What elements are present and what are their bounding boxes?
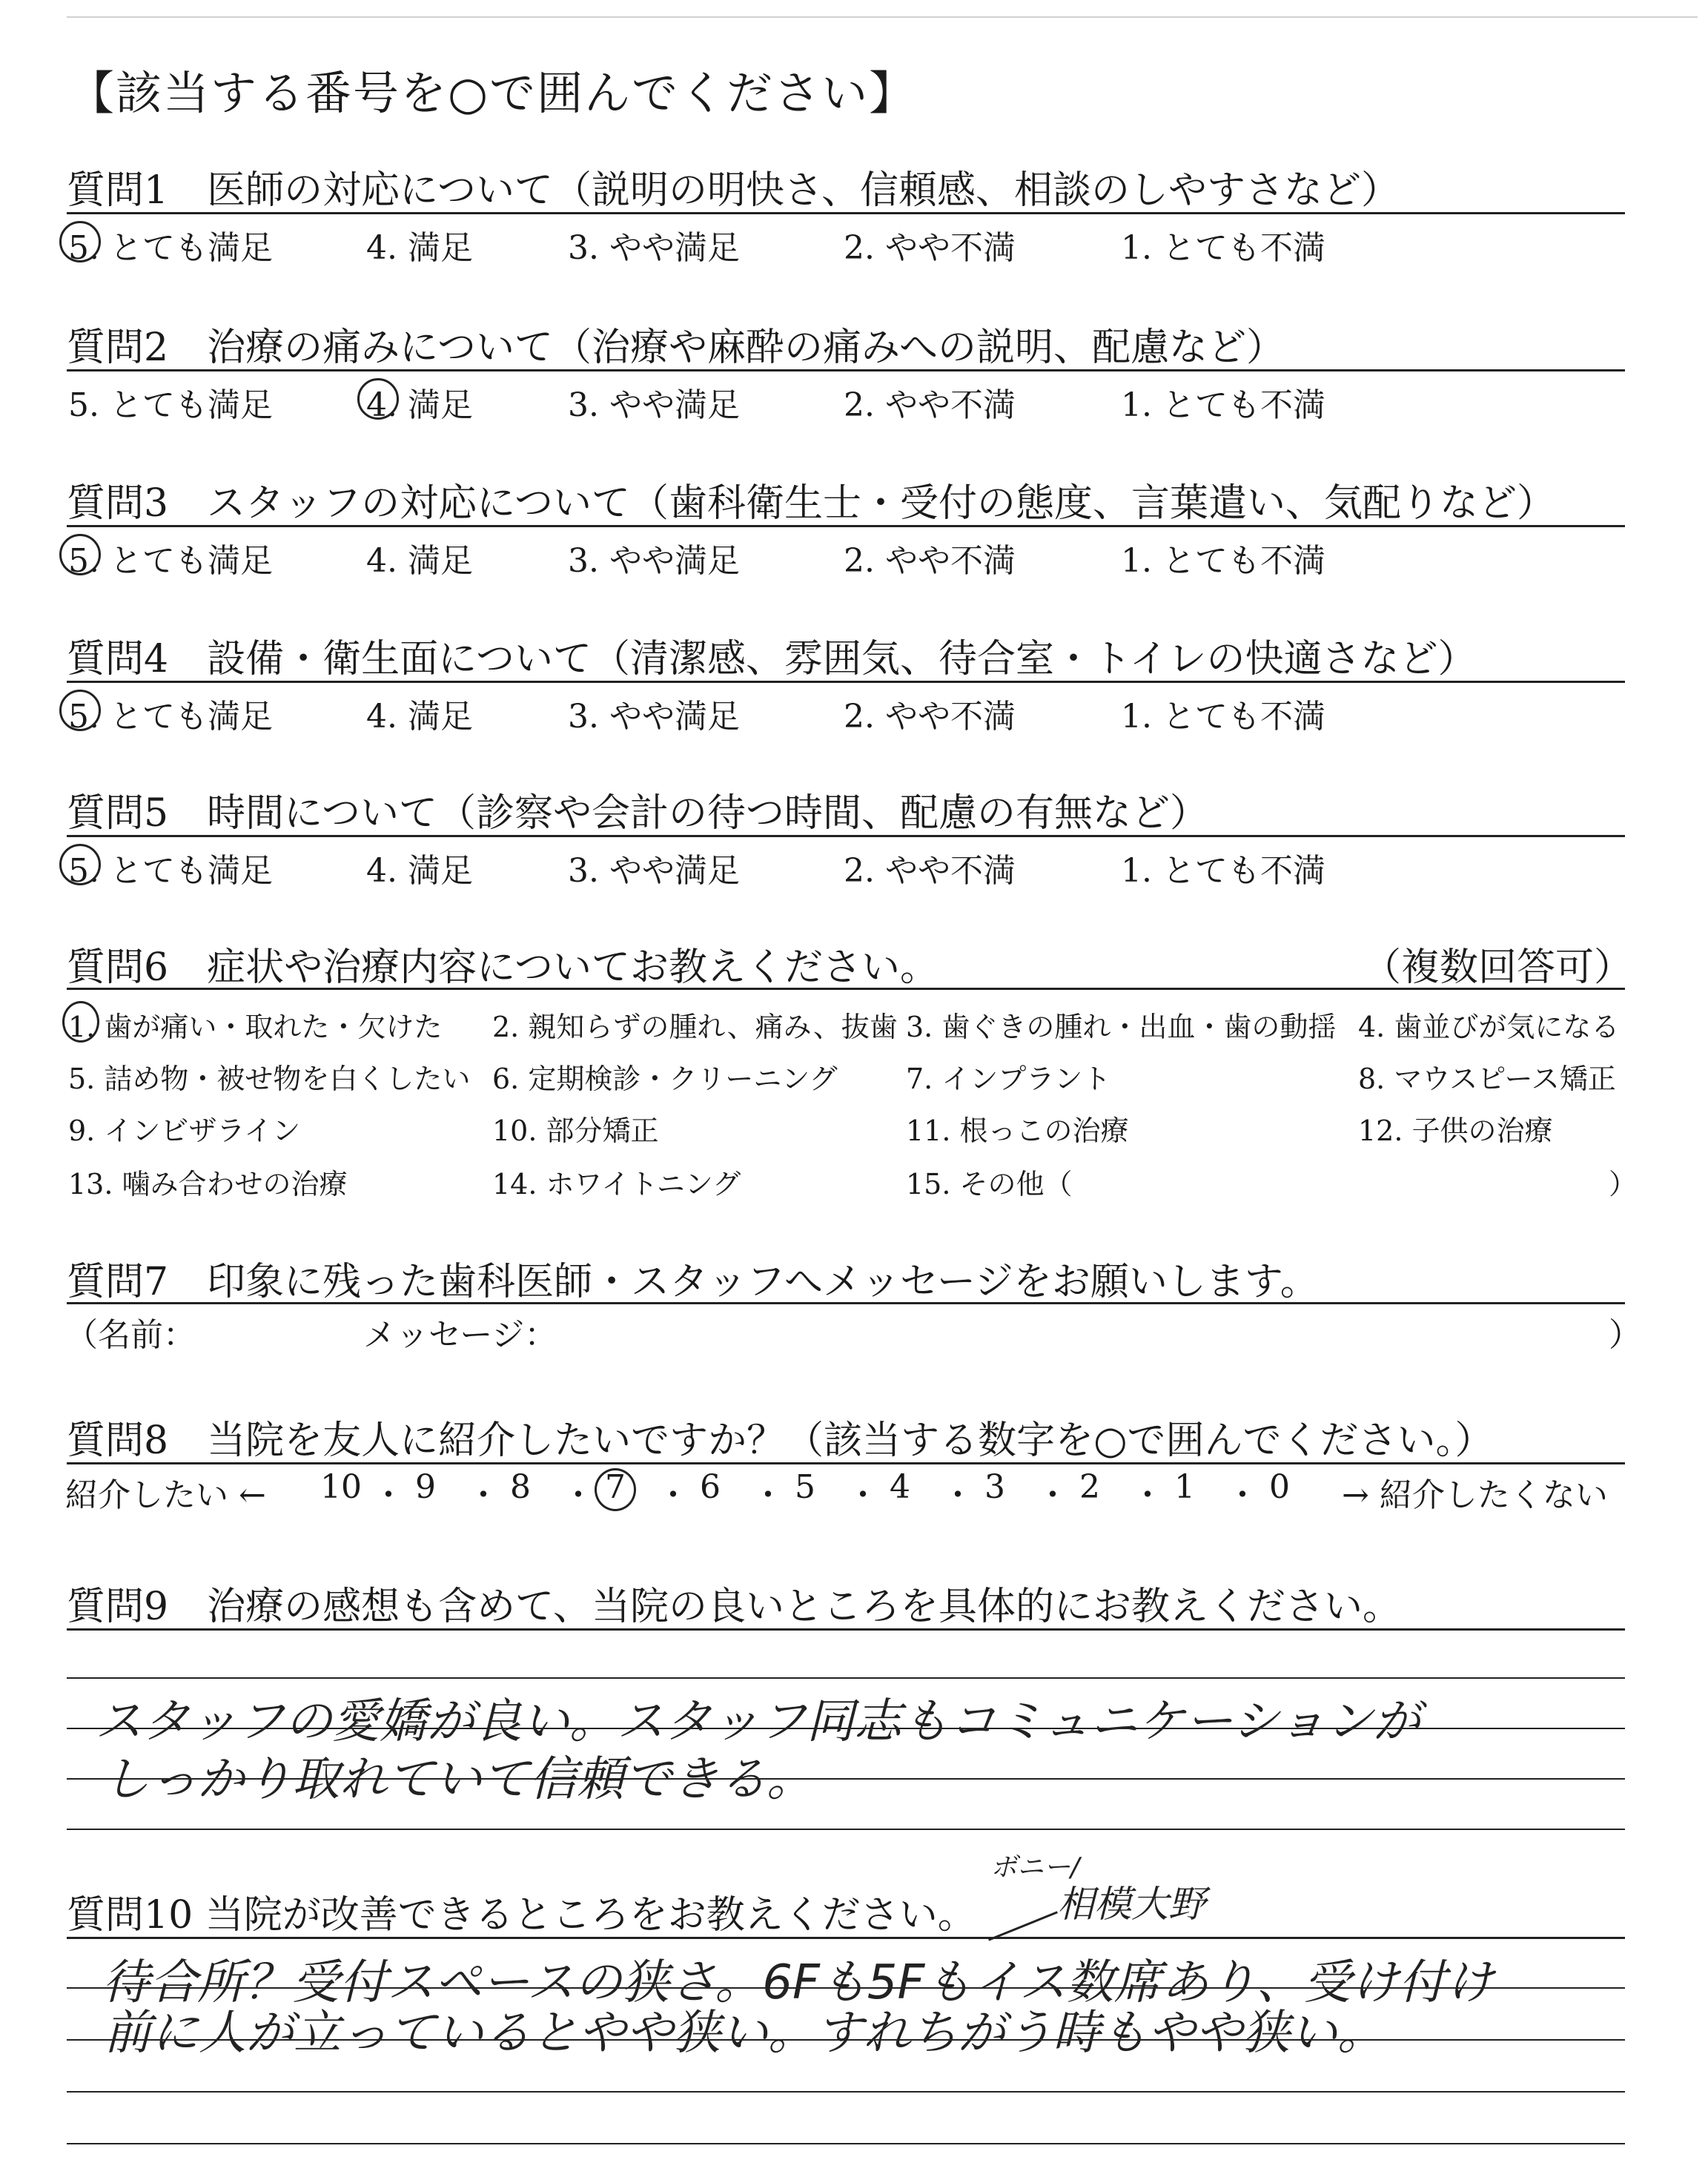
- q8-left-label: 紹介したい ←: [65, 1476, 266, 1514]
- q8-scale-6[interactable]: 6: [700, 1468, 721, 1506]
- q5-title: 質問5 時間について（診察や会計の待つ時間、配慮の有無など）: [67, 791, 1209, 836]
- q1-option-4[interactable]: 4. 満足: [366, 229, 473, 267]
- q8-separator: ・: [372, 1476, 405, 1514]
- q4-option-5[interactable]: 5. とても満足: [68, 698, 273, 736]
- q4-option-3[interactable]: 3. やや満足: [568, 698, 740, 736]
- q10-rule-5: [67, 2143, 1625, 2144]
- q8-scale-5[interactable]: 5: [795, 1468, 815, 1506]
- q3-title: 質問3 スタッフの対応について（歯科衛生士・受付の態度、言葉遣い、気配りなど）: [67, 481, 1556, 526]
- q6-option-7[interactable]: 7. インプラント: [906, 1063, 1111, 1095]
- q2-option-1[interactable]: 1. とても不満: [1121, 386, 1325, 424]
- q6-option-14[interactable]: 14. ホワイトニング: [492, 1168, 741, 1200]
- q4-rule: [67, 681, 1625, 683]
- q6-option-9[interactable]: 9. インビザライン: [68, 1114, 301, 1147]
- q6-title: 質問6 症状や治療内容についてお教えください。: [67, 945, 939, 990]
- q7-rule: [67, 1302, 1625, 1304]
- q9-rule-5: [67, 1829, 1625, 1830]
- q6-option-15[interactable]: 15. その他（: [906, 1168, 1073, 1200]
- q8-scale-9[interactable]: 9: [415, 1468, 436, 1506]
- q2-selected-circle: [357, 378, 399, 420]
- q7-name-label: （名前：: [65, 1316, 196, 1354]
- q8-separator: ・: [1131, 1476, 1164, 1514]
- q9-answer-line-2: しっかり取れていて信頼できる。: [102, 1752, 814, 1807]
- q5-option-2[interactable]: 2. やや不満: [844, 852, 1016, 890]
- q8-separator: ・: [847, 1476, 879, 1514]
- q1-rule: [67, 212, 1625, 214]
- q4-selected-circle: [59, 690, 101, 731]
- q7-close-paren: ）: [1609, 1316, 1641, 1354]
- q10-answer-line-2: 前に人が立っているとやや狭い。すれちがう時もやや狭い。: [104, 2006, 1385, 2061]
- q6-option-8[interactable]: 8. マウスピース矯正: [1358, 1063, 1616, 1095]
- q5-selected-circle: [59, 844, 101, 885]
- q10-annotation-top: ボニー/: [990, 1852, 1080, 1883]
- q2-option-2[interactable]: 2. やや不満: [844, 386, 1016, 424]
- q9-rule-2: [67, 1677, 1625, 1679]
- q6-option-5[interactable]: 5. 詰め物・被せ物を白くしたい: [68, 1063, 471, 1095]
- q6-option-10[interactable]: 10. 部分矯正: [492, 1114, 659, 1147]
- q5-option-4[interactable]: 4. 満足: [366, 852, 473, 890]
- q8-scale-7[interactable]: 7: [605, 1468, 626, 1506]
- q5-option-1[interactable]: 1. とても不満: [1121, 852, 1325, 890]
- q8-scale-10[interactable]: 10: [320, 1468, 362, 1506]
- q6-option-1[interactable]: 1. 歯が痛い・取れた・欠けた: [68, 1011, 443, 1043]
- q6-option-2[interactable]: 2. 親知らずの腫れ、痛み、抜歯: [492, 1011, 898, 1043]
- q6-other-close: ）: [1609, 1168, 1638, 1200]
- q6-option-13[interactable]: 13. 噛み合わせの治療: [68, 1168, 348, 1200]
- q8-rule: [67, 1462, 1625, 1464]
- q8-separator: ・: [467, 1476, 500, 1514]
- q2-option-3[interactable]: 3. やや満足: [568, 386, 740, 424]
- form-heading: 【該当する番号を○で囲んでください】: [68, 66, 917, 120]
- q3-option-2[interactable]: 2. やや不満: [844, 542, 1016, 580]
- q10-rule-1: [67, 1937, 1625, 1939]
- q8-separator: ・: [657, 1476, 689, 1514]
- q4-title: 質問4 設備・衛生面について（清潔感、雰囲気、待合室・トイレの快適さなど）: [67, 637, 1477, 681]
- q6-note: （複数回答可）: [1363, 945, 1633, 990]
- q9-title: 質問9 治療の感想も含めて、当院の良いところを具体的にお教えください。: [67, 1585, 1402, 1629]
- q4-option-1[interactable]: 1. とても不満: [1121, 698, 1325, 736]
- q1-option-2[interactable]: 2. やや不満: [844, 229, 1016, 267]
- q8-scale-2[interactable]: 2: [1079, 1468, 1100, 1506]
- q1-option-3[interactable]: 3. やや満足: [568, 229, 740, 267]
- q1-option-5[interactable]: 5. とても満足: [68, 229, 273, 267]
- q6-option-4[interactable]: 4. 歯並びが気になる: [1358, 1011, 1620, 1043]
- q9-answer-line-1: スタッフの愛嬌が良い。スタッフ同志もコミュニケーションが: [95, 1694, 1421, 1749]
- q8-scale-4[interactable]: 4: [890, 1468, 910, 1506]
- q3-option-5[interactable]: 5. とても満足: [68, 542, 273, 580]
- q10-title: 質問10 当院が改善できるところをお教えください。: [67, 1893, 976, 1938]
- q2-option-5[interactable]: 5. とても満足: [68, 386, 273, 424]
- q2-rule: [67, 369, 1625, 371]
- q5-option-3[interactable]: 3. やや満足: [568, 852, 740, 890]
- q7-title: 質問7 印象に残った歯科医師・スタッフへメッセージをお願いします。: [67, 1260, 1319, 1304]
- q8-separator: ・: [941, 1476, 974, 1514]
- q3-rule: [67, 525, 1625, 527]
- q6-option-3[interactable]: 3. 歯ぐきの腫れ・出血・歯の動揺: [906, 1011, 1337, 1043]
- q8-scale-1[interactable]: 1: [1174, 1468, 1195, 1506]
- q8-scale-8[interactable]: 8: [510, 1468, 531, 1506]
- q8-right-label: → 紹介したくない: [1342, 1476, 1608, 1514]
- q8-separator: ・: [1036, 1476, 1069, 1514]
- q3-option-4[interactable]: 4. 満足: [366, 542, 473, 580]
- q8-scale-0[interactable]: 0: [1269, 1468, 1290, 1506]
- q2-title: 質問2 治療の痛みについて（治療や麻酔の痛みへの説明、配慮など）: [67, 326, 1285, 370]
- q3-option-3[interactable]: 3. やや満足: [568, 542, 740, 580]
- q4-option-4[interactable]: 4. 満足: [366, 698, 473, 736]
- q6-option-11[interactable]: 11. 根っこの治療: [906, 1114, 1129, 1147]
- q8-separator: ・: [562, 1476, 595, 1514]
- q4-option-2[interactable]: 2. やや不満: [844, 698, 1016, 736]
- q9-rule-1: [67, 1628, 1625, 1631]
- q5-option-5[interactable]: 5. とても満足: [68, 852, 273, 890]
- q8-title: 質問8 当院を友人に紹介したいですか？（該当する数字を○で囲んでください。）: [67, 1418, 1494, 1463]
- q6-rule: [67, 988, 1625, 990]
- q3-selected-circle: [59, 534, 101, 575]
- q10-annotation: 相模大野: [1057, 1883, 1205, 1926]
- q8-separator: ・: [752, 1476, 784, 1514]
- q6-selected-circle: [62, 1001, 99, 1043]
- q3-option-1[interactable]: 1. とても不満: [1121, 542, 1325, 580]
- q8-selected-circle: [595, 1468, 636, 1511]
- q1-selected-circle: [59, 221, 101, 262]
- q5-rule: [67, 835, 1625, 837]
- top-border: [67, 16, 1698, 18]
- q1-option-1[interactable]: 1. とても不満: [1121, 229, 1325, 267]
- q8-scale-3[interactable]: 3: [984, 1468, 1005, 1506]
- q6-option-12[interactable]: 12. 子供の治療: [1358, 1114, 1553, 1147]
- q8-separator: ・: [1226, 1476, 1259, 1514]
- q10-answer-line-1: 待合所？受付スペースの狭さ。6Fも5Fもイス数席あり、受け付け: [102, 1955, 1494, 2010]
- q2-option-4[interactable]: 4. 満足: [366, 386, 473, 424]
- q6-option-6[interactable]: 6. 定期検診・クリーニング: [492, 1063, 838, 1095]
- q1-title: 質問1 医師の対応について（説明の明快さ、信頼感、相談のしやすさなど）: [67, 168, 1400, 213]
- q10-rule-4: [67, 2091, 1625, 2093]
- q7-message-label: メッセージ：: [363, 1316, 557, 1354]
